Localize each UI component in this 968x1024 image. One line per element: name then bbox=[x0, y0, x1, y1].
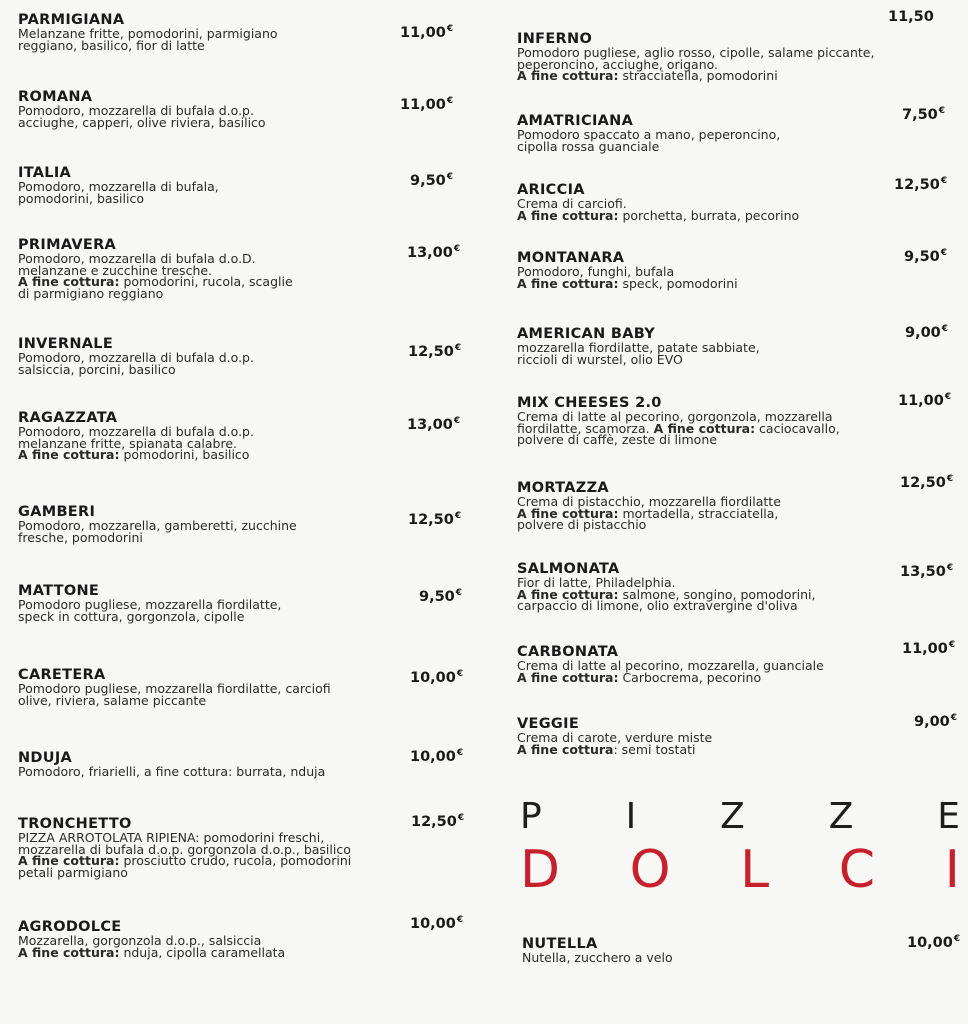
menu-item-parmigiana bbox=[18, 13, 278, 51]
item-desc: olive, riviera, salame piccante bbox=[18, 692, 207, 708]
menu-item-gamberi bbox=[18, 505, 297, 543]
item-desc: A fine cottura: porchetta, burrata, pecorino bbox=[517, 207, 800, 223]
item-desc: mozzarella di bufala d.o.p. gorgonzola d.o.p., basilico bbox=[18, 841, 351, 857]
item-price: 11,00€ bbox=[902, 640, 956, 657]
menu-item-italia bbox=[18, 166, 219, 204]
item-desc: salsiccia, porcini, basilico bbox=[18, 361, 176, 377]
item-name: CARBONATA bbox=[517, 644, 619, 660]
item-desc: A fine cottura: stracciatella, pomodorini bbox=[517, 68, 778, 83]
menu-item-mix-cheeses bbox=[517, 396, 840, 446]
heading-letter: C bbox=[838, 840, 876, 900]
item-name: ITALIA bbox=[18, 165, 72, 181]
menu-item-salmonata bbox=[517, 562, 815, 612]
item-name: NDUJA bbox=[18, 750, 73, 766]
item-desc: Pomodoro, mozzarella di bufala, bbox=[18, 179, 219, 194]
item-price: 12,50€ bbox=[894, 176, 948, 193]
item-price: 10,00€ bbox=[907, 934, 961, 951]
item-desc: speck in cottura, gorgonzola, cipolle bbox=[18, 608, 245, 624]
item-price: 7,50€ bbox=[902, 106, 946, 123]
item-desc: Pomodoro, funghi, bufala bbox=[517, 264, 675, 279]
item-desc: Mozzarella, gorgonzola d.o.p., salsiccia bbox=[18, 933, 262, 948]
item-name: MATTONE bbox=[18, 583, 100, 599]
item-desc: Crema di latte al pecorino, mozzarella, guanciale bbox=[517, 658, 824, 673]
item-desc: Pomodoro, mozzarella di bufala d.o.p. bbox=[18, 103, 254, 118]
item-name: NUTELLA bbox=[522, 936, 598, 952]
item-desc: mozzarella fiordilatte, patate sabbiate, bbox=[517, 340, 760, 355]
item-desc: fresche, pomodorini bbox=[18, 529, 143, 545]
item-name: MORTAZZA bbox=[517, 480, 609, 496]
item-desc: acciughe, capperi, olive riviera, basilico bbox=[18, 114, 266, 130]
item-desc: A fine cottura: prosciutto crudo, rucola, pomodorini bbox=[18, 853, 352, 868]
item-price: 11,50 bbox=[888, 8, 934, 25]
item-name: MONTANARA bbox=[517, 250, 625, 266]
item-desc: A fine cottura: speck, pomodorini bbox=[517, 275, 738, 291]
item-price: 9,50€ bbox=[904, 248, 948, 265]
menu-item-american-baby bbox=[517, 327, 760, 365]
menu-item-nutella bbox=[522, 937, 673, 964]
item-desc: di parmigiano reggiano bbox=[18, 285, 164, 301]
menu-item-invernale bbox=[18, 337, 254, 375]
item-price: 9,00€ bbox=[905, 324, 949, 341]
item-desc: melanzane fritte, spianata calabre. bbox=[18, 435, 238, 451]
item-desc: Pomodoro, mozzarella di bufala d.o.p. bbox=[18, 424, 254, 439]
menu-item-ragazzata bbox=[18, 411, 254, 461]
item-desc: petali parmigiano bbox=[18, 864, 128, 880]
item-desc: A fine cottura: pomodorini, rucola, scaglie bbox=[18, 274, 293, 289]
item-name: AMERICAN BABY bbox=[517, 326, 656, 342]
item-name: MIX CHEESES 2.0 bbox=[517, 395, 662, 411]
item-name: RAGAZZATA bbox=[18, 410, 118, 426]
item-desc: fiordilatte, scamorza. A fine cottura: caciocavallo, bbox=[517, 420, 840, 436]
item-name: INVERNALE bbox=[18, 336, 114, 352]
item-desc: Crema di pistacchio, mozzarella fiordilatte bbox=[517, 494, 781, 509]
item-desc: Crema di carciofi. bbox=[517, 196, 627, 211]
item-price: 11,00€ bbox=[400, 96, 454, 113]
item-price: 12,50€ bbox=[408, 511, 462, 528]
heading-letter: I bbox=[944, 840, 960, 900]
menu-item-primavera bbox=[18, 238, 293, 299]
menu-item-caretera bbox=[18, 668, 331, 706]
item-desc: reggiano, basilico, fior di latte bbox=[18, 37, 205, 53]
menu-item-mattone bbox=[18, 584, 281, 622]
item-desc: Pomodoro pugliese, mozzarella fiordilatte, bbox=[18, 597, 282, 612]
menu-item-tronchetto bbox=[18, 817, 351, 878]
item-price: 11,00€ bbox=[898, 392, 952, 409]
item-price: 10,00€ bbox=[410, 669, 464, 686]
item-desc: A fine cottura: pomodorini, basilico bbox=[18, 447, 250, 462]
item-desc: peperoncino, acciughe, origano. bbox=[517, 56, 719, 72]
menu-item-mortazza bbox=[517, 481, 781, 531]
item-name: INFERNO bbox=[517, 31, 593, 47]
menu-item-agrodolce bbox=[18, 920, 285, 958]
heading-letter: L bbox=[740, 840, 770, 900]
menu-item-veggie bbox=[517, 717, 712, 755]
item-desc: Fior di latte, Philadelphia. bbox=[517, 575, 676, 590]
item-price: 12,50€ bbox=[408, 343, 462, 360]
heading-pizze bbox=[520, 796, 960, 837]
item-desc: Pomodoro, friarielli, a fine cottura: burrata, nduja bbox=[18, 764, 326, 779]
item-desc: Pomodoro pugliese, mozzarella fiordilatte, carciofi bbox=[18, 681, 331, 696]
heading-letter: D bbox=[520, 840, 561, 900]
item-desc: A fine cottura: nduja, cipolla caramellata bbox=[18, 944, 286, 960]
item-desc: Crema di latte al pecorino, gorgonzola, mozzarella bbox=[517, 409, 833, 424]
item-price: 10,00€ bbox=[410, 748, 464, 765]
heading-letter: E bbox=[937, 796, 960, 837]
item-name: AMATRICIANA bbox=[517, 113, 634, 129]
item-price: 9,50€ bbox=[419, 588, 463, 605]
item-desc: Melanzane fritte, pomodorini, parmigiano bbox=[18, 26, 278, 41]
item-price: 9,00€ bbox=[914, 713, 958, 730]
item-desc: Nutella, zucchero a velo bbox=[522, 950, 673, 965]
item-name: AGRODOLCE bbox=[18, 919, 122, 935]
heading-dolci bbox=[520, 840, 960, 900]
item-price: 9,50€ bbox=[410, 172, 454, 189]
menu-item-inferno bbox=[517, 32, 874, 82]
item-desc: pomodorini, basilico bbox=[18, 190, 144, 206]
item-name: VEGGIE bbox=[517, 716, 580, 732]
item-price: 12,50€ bbox=[900, 474, 954, 491]
item-desc: cipolla rossa guanciale bbox=[517, 138, 660, 154]
heading-letter: O bbox=[629, 840, 671, 900]
menu-item-amatriciana bbox=[517, 114, 780, 152]
item-desc: A fine cottura: semi tostati bbox=[517, 741, 696, 757]
item-name: ROMANA bbox=[18, 89, 93, 105]
menu-item-montanara bbox=[517, 251, 738, 289]
item-desc: melanzane e zucchine tresche. bbox=[18, 262, 213, 278]
item-price: 13,00€ bbox=[407, 244, 461, 261]
item-price: 11,00€ bbox=[400, 24, 454, 41]
heading-letter: P bbox=[520, 796, 542, 837]
menu-item-nduja bbox=[18, 751, 325, 778]
item-desc: Pomodoro, mozzarella di bufala d.o.D. bbox=[18, 251, 256, 266]
item-name: PARMIGIANA bbox=[18, 12, 125, 28]
item-desc: Pomodoro spaccato a mano, peperoncino, bbox=[517, 127, 781, 142]
heading-letter: Z bbox=[828, 796, 854, 837]
item-desc: A fine cottura: salmone, songino, pomodorini, bbox=[517, 586, 816, 602]
item-name: PRIMAVERA bbox=[18, 237, 117, 253]
item-desc: A fine cottura: mortadella, stracciatella, bbox=[517, 505, 779, 521]
menu-item-ariccia bbox=[517, 183, 799, 221]
item-price: 10,00€ bbox=[410, 915, 464, 932]
item-price: 13,00€ bbox=[407, 416, 461, 433]
item-desc: Pomodoro, mozzarella di bufala d.o.p. bbox=[18, 350, 254, 365]
item-desc: carpaccio di limone, olio extravergine d'oliva bbox=[517, 598, 798, 613]
item-desc: polvere di pistacchio bbox=[517, 517, 647, 532]
item-desc: polvere di caffè, zeste di limone bbox=[517, 432, 717, 447]
item-desc: PIZZA ARROTOLATA RIPIENA: pomodorini freschi, bbox=[18, 830, 325, 845]
menu-item-carbonata bbox=[517, 645, 824, 683]
item-name: CARETERA bbox=[18, 667, 106, 683]
menu-item-romana bbox=[18, 90, 266, 128]
item-desc: Pomodoro, mozzarella, gamberetti, zucchine bbox=[18, 518, 297, 533]
item-desc: Crema di carote, verdure miste bbox=[517, 730, 713, 745]
item-name: SALMONATA bbox=[517, 561, 620, 577]
item-desc: riccioli di wurstel, olio EVO bbox=[517, 351, 683, 367]
item-desc: Pomodoro pugliese, aglio rosso, cipolle, salame piccante, bbox=[517, 45, 875, 60]
item-desc: A fine cottura: Carbocrema, pecorino bbox=[517, 669, 762, 685]
heading-letter: Z bbox=[720, 796, 745, 837]
item-price: 13,50€ bbox=[900, 563, 954, 580]
item-name: TRONCHETTO bbox=[18, 816, 132, 832]
item-name: ARICCIA bbox=[517, 182, 585, 198]
item-name: GAMBERI bbox=[18, 504, 96, 520]
item-price: 12,50€ bbox=[411, 813, 465, 830]
heading-letter: I bbox=[625, 796, 637, 837]
